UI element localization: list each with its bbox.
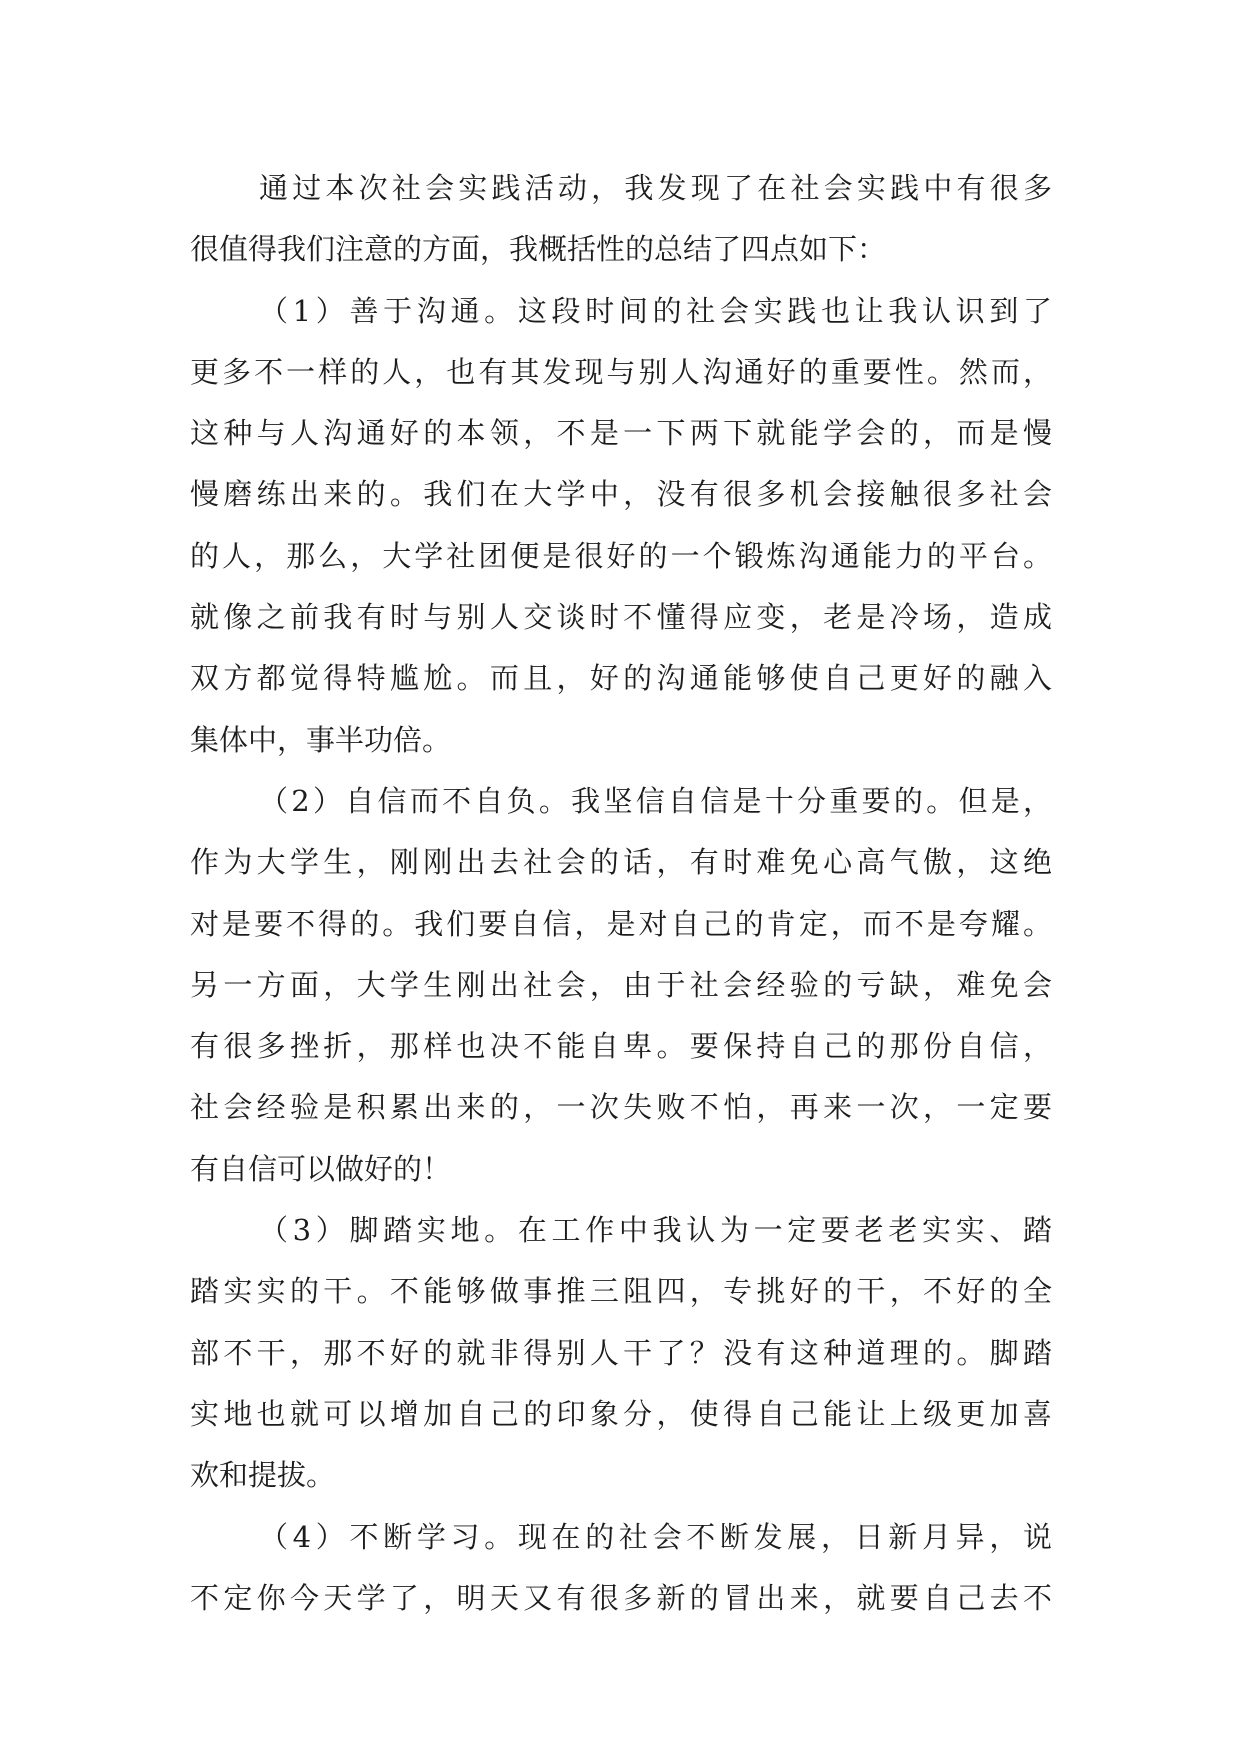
text-line: 社会经验是积累出来的，一次失败不怕，再来一次，一定要 <box>190 1090 1052 1125</box>
text-line: 双方都觉得特尴尬。而且，好的沟通能够使自己更好的融入 <box>190 661 1052 696</box>
text-line: 踏实实的干。不能够做事推三阻四，专挑好的干，不好的全 <box>190 1274 1052 1309</box>
text-line: 不定你今天学了，明天又有很多新的冒出来，就要自己去不 <box>190 1580 1052 1615</box>
document-body <box>190 158 1052 1629</box>
text-line: 这种与人沟通好的本领，不是一下两下就能学会的，而是慢 <box>190 416 1052 451</box>
text-line: 有很多挫折，那样也决不能自卑。要保持自己的那份自信， <box>190 1029 1052 1064</box>
text-line: 更多不一样的人，也有其发现与别人沟通好的重要性。然而， <box>190 354 1052 389</box>
text-line: （3）脚踏实地。在工作中我认为一定要老老实实、踏 <box>259 1213 1052 1248</box>
text-line: 部不干，那不好的就非得别人干了？没有这种道理的。脚踏 <box>190 1335 1052 1370</box>
text-line: （1）善于沟通。这段时间的社会实践也让我认识到了 <box>259 293 1052 328</box>
text-line: 另一方面，大学生刚出社会，由于社会经验的亏缺，难免会 <box>190 967 1052 1002</box>
text-line: 作为大学生，刚刚出去社会的话，有时难免心高气傲，这绝 <box>190 845 1052 880</box>
text-line: （2）自信而不自负。我坚信自信是十分重要的。但是， <box>259 783 1052 818</box>
text-line: 集体中，事半功倍。 <box>190 722 452 757</box>
text-line: 对是要不得的。我们要自信，是对自己的肯定，而不是夸耀。 <box>190 906 1052 941</box>
text-line: 很值得我们注意的方面，我概括性的总结了四点如下： <box>190 232 887 267</box>
text-line: 欢和提拔。 <box>190 1458 336 1493</box>
text-line: 通过本次社会实践活动，我发现了在社会实践中有很多 <box>259 171 1052 205</box>
text-line: 的人，那么，大学社团便是很好的一个锻炼沟通能力的平台。 <box>190 538 1052 573</box>
text-line: （4）不断学习。现在的社会不断发展，日新月异，说 <box>259 1519 1052 1554</box>
text-line: 就像之前我有时与别人交谈时不懂得应变，老是冷场，造成 <box>190 600 1052 635</box>
text-line: 实地也就可以增加自己的印象分，使得自己能让上级更加喜 <box>190 1396 1052 1431</box>
text-line: 有自信可以做好的！ <box>190 1151 452 1186</box>
text-line: 慢磨练出来的。我们在大学中，没有很多机会接触很多社会 <box>190 477 1052 512</box>
